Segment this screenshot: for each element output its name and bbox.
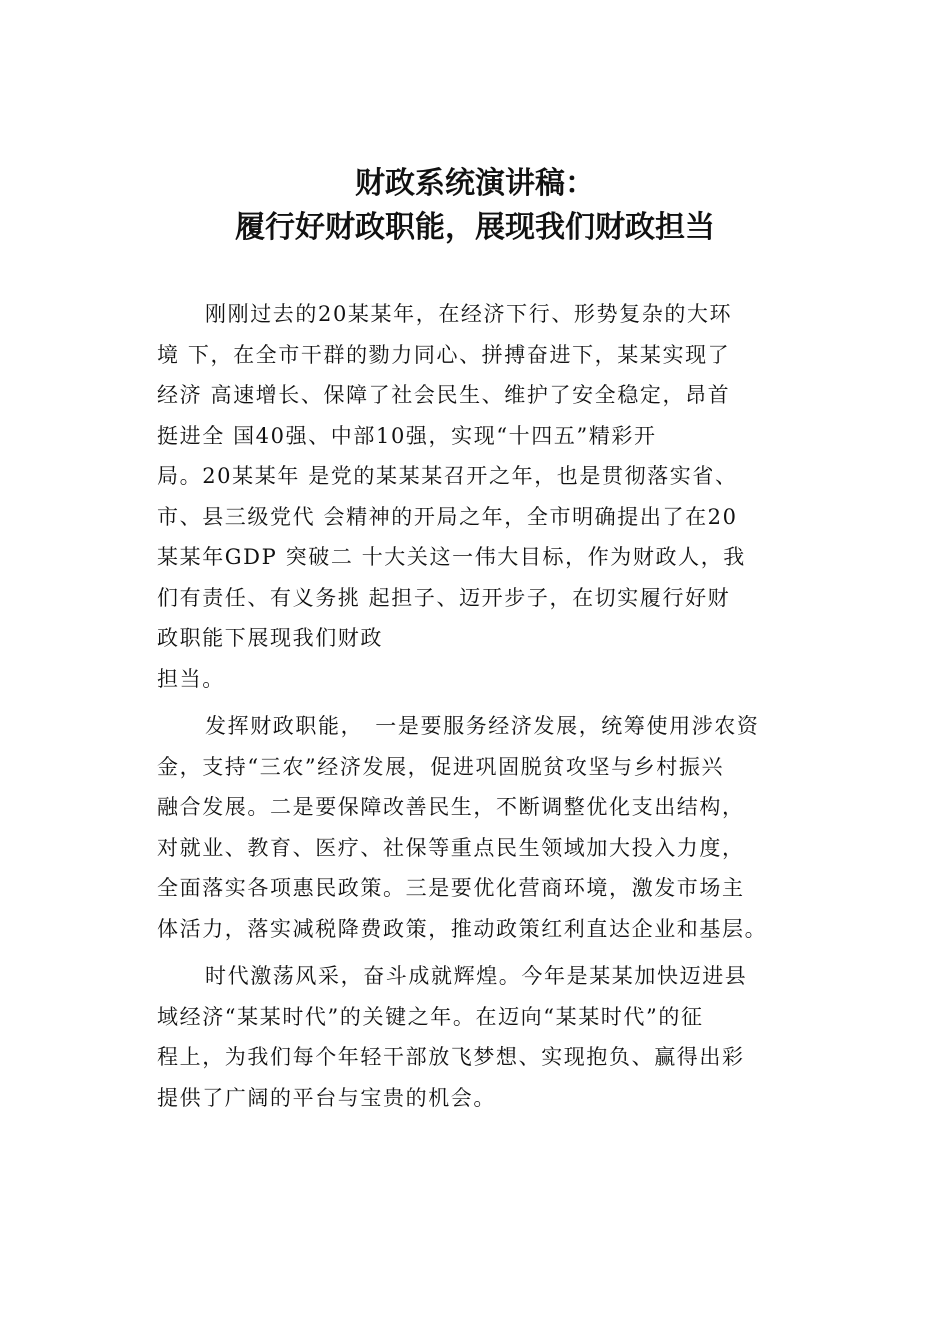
paragraph-line: 金，支持“三农”经济发展，促进巩固脱贫攻坚与乡村振兴 — [157, 754, 725, 779]
paragraph-line: 程上，为我们每个年轻干部放飞梦想、实现抱负、赢得出彩 — [157, 1045, 745, 1069]
paragraph-line: 局。20某某年 是党的某某某召开之年，也是贯彻落实省、 — [157, 464, 738, 488]
paragraph-line: 境 下，在全市干群的勠力同心、拼搏奋进下，某某实现了 — [157, 342, 731, 367]
paragraph-line: 对就业、教育、医疗、社保等重点民生领域加大投入力度， — [157, 835, 745, 860]
title-line-1: 财政系统演讲稿： — [355, 166, 595, 201]
paragraph-2 — [157, 706, 821, 949]
paragraph-line: 们有责任、有义务挑 起担子、迈开步子，在切实履行好财 — [157, 585, 731, 610]
paragraph-line: 政职能下展现我们财政 — [157, 626, 383, 650]
paragraph-line: 经济 高速增长、保障了社会民生、维护了安全稳定，昂首 — [157, 383, 731, 407]
paragraph-line: 提供了广阔的平台与宝贵的机会。 — [157, 1085, 496, 1110]
paragraph-line: 时代激荡风采，奋斗成就辉煌。今年是某某加快迈进县 — [205, 964, 748, 988]
paragraph-line: 担当。 — [157, 666, 225, 691]
paragraph-line: 挺进全 国40强、中部10强，实现“十四五”精彩开 — [157, 423, 657, 448]
paragraph-line: 发挥财政职能， 一是要服务经济发展，统筹使用涉农资 — [205, 714, 760, 738]
paragraph-line: 融合发展。二是要保障改善民生，不断调整优化支出结构， — [157, 795, 745, 819]
paragraph-3 — [157, 956, 821, 1118]
paragraph-line: 刚刚过去的20某某年，在经济下行、形势复杂的大环 — [205, 302, 733, 326]
paragraph-line: 域经济“某某时代”的关键之年。在迈向“某某时代”的征 — [157, 1004, 704, 1029]
document-body — [157, 294, 821, 1118]
paragraph-1 — [157, 294, 821, 699]
document-title — [0, 162, 950, 250]
title-line-2: 履行好财政职能，展现我们财政担当 — [235, 210, 715, 245]
paragraph-line: 体活力，落实减税降费政策，推动政策红利直达企业和基层。 — [157, 916, 768, 941]
paragraph-line: 全面落实各项惠民政策。三是要优化营商环境，激发市场主 — [157, 876, 745, 900]
paragraph-line: 某某年GDP 突破二 十大关这一伟大目标，作为财政人，我 — [157, 545, 746, 569]
paragraph-line: 市、县三级党代 会精神的开局之年，全市明确提出了在20 — [157, 504, 738, 529]
